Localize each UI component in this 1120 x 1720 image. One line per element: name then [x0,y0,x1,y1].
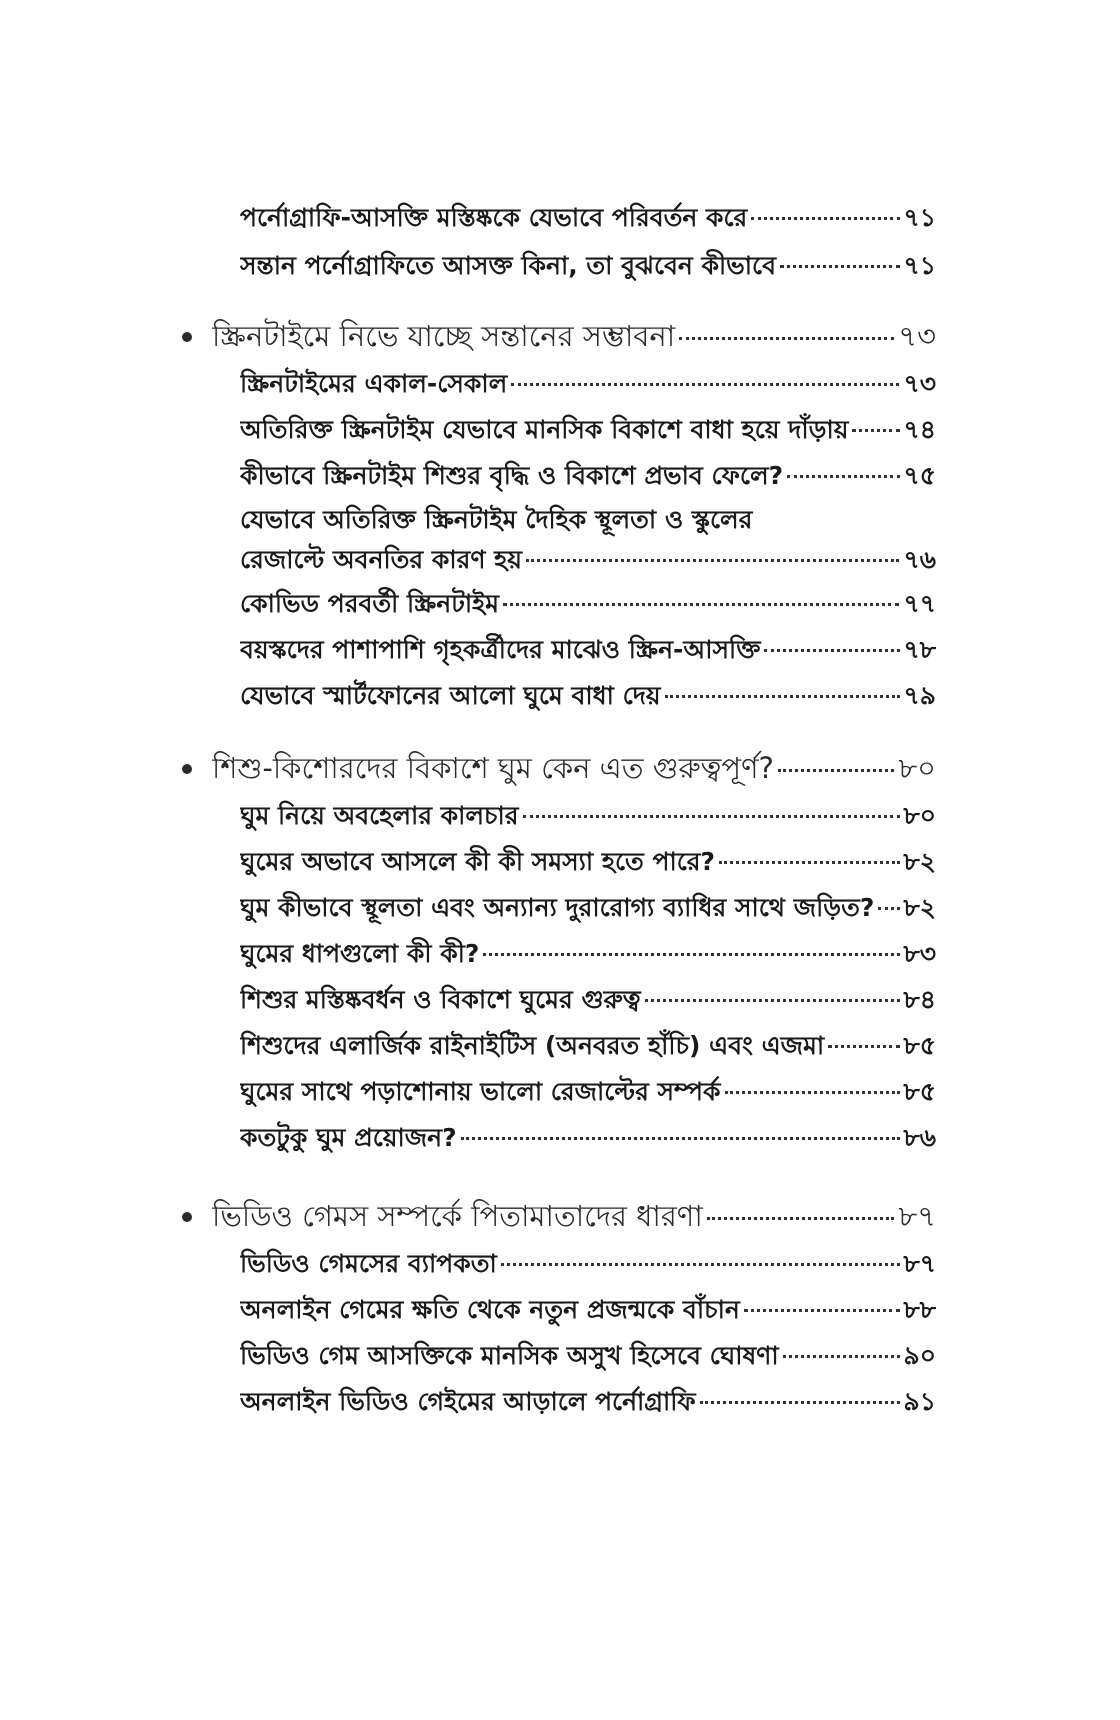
toc-page-number: ৮৫ [903,1031,936,1060]
toc-page-number: ৭৫ [903,461,936,490]
toc-entry [240,584,936,627]
toc-entry [240,1382,936,1425]
toc-entry-title: শিশুর মস্তিষ্কবর্ধন ও বিকাশে ঘুমের গুরুত্ব [240,985,641,1014]
toc-page-number: ৮৩ [903,939,936,968]
toc-entry-title: রেজাল্টে অবনতির কারণ হয় [240,545,523,574]
toc-entry [240,1290,936,1333]
toc-page-number: ৮৬ [903,1123,936,1152]
toc-entry [240,540,936,583]
toc-section-heading [212,746,936,795]
leader-dots [483,953,899,956]
toc-page-number: ৮২ [903,893,936,922]
toc-entry-title: স্ক্রিনটাইমের একাল-সেকাল [240,369,508,398]
leader-dots [461,1137,900,1140]
toc-entry [240,630,936,673]
leader-dots [645,999,900,1002]
toc-entry [240,364,936,407]
toc-section-title: স্ক্রিনটাইমে নিভে যাচ্ছে সন্তানের সম্ভাবনা [212,319,676,353]
leader-dots [764,649,899,652]
toc-entry-title: বয়স্কদের পাশাপাশি গৃহকর্ত্রীদের মাঝেও স্ক্রিন-আসক্তি [240,635,761,664]
toc-entry [240,676,936,719]
toc-entry-title: অনলাইন গেমের ক্ষতি থেকে নতুন প্রজন্মকে বাঁচান [240,1295,740,1324]
toc-section-heading [212,1194,936,1243]
toc-entry-title-line1: যেভাবে অতিরিক্ত স্ক্রিনটাইম দৈহিক স্থূলতা ও স্কুলের [240,505,753,534]
toc-entry [240,796,936,839]
leader-dots [501,1263,900,1266]
leader-dots [719,861,899,864]
leader-dots [511,383,899,386]
leader-dots [679,337,894,340]
toc-page-number: ৮৮ [903,1295,936,1324]
toc-entry [240,456,936,499]
toc-entry-title: অতিরিক্ত স্ক্রিনটাইম যেভাবে মানসিক বিকাশে বাধা হয়ে দাঁড়ায় [240,415,849,444]
leader-dots [665,695,900,698]
toc-entry [240,198,936,241]
section-bullet [182,1212,192,1222]
toc-entry-title: সন্তান পর্নোগ্রাফিতে আসক্ত কিনা, তা বুঝবেন কীভাবে [240,251,777,280]
toc-entry [240,1336,936,1379]
toc-page-number: ৭৭ [903,589,936,618]
leader-dots [526,559,899,562]
leader-dots [787,475,899,478]
toc-page-number: ৮০ [903,801,936,830]
toc-page-number: ৮০ [898,751,936,785]
toc-page-number: ৭৬ [903,545,936,574]
toc-page-number: ৯০ [903,1341,936,1370]
toc-entry-title: যেভাবে স্মার্টফোনের আলো ঘুমে বাধা দেয় [240,681,661,710]
toc-entry [240,980,936,1023]
toc-entry-title: কতটুকু ঘুম প্রয়োজন? [240,1123,457,1152]
toc-entry [240,1244,936,1287]
leader-dots [725,1091,900,1094]
toc-entry [240,888,936,931]
toc-section-title: শিশু-কিশোরদের বিকাশে ঘুম কেন এত গুরুত্বপূর্ণ? [212,751,774,785]
leader-dots [700,1401,900,1404]
toc-entry-title: কীভাবে স্ক্রিনটাইম শিশুর বৃদ্ধি ও বিকাশে প্রভাব ফেলে? [240,461,784,490]
toc-page-number: ৮৪ [903,985,936,1014]
toc-entry-title: শিশুদের এলার্জিক রাইনাইটিস (অনবরত হাঁচি) এবং এজমা [240,1031,825,1060]
toc-entry-title: ঘুমের সাথে পড়াশোনায় ভালো রেজাল্টের সম্পর্ক [240,1077,721,1106]
leader-dots [744,1309,900,1312]
leader-dots [783,1355,900,1358]
toc-page-number: ৭১ [903,203,936,232]
toc-page-number: ৮২ [903,847,936,876]
toc-page-number: ৮৭ [903,1249,936,1278]
leader-dots [778,769,894,772]
toc-entry-title: ভিডিও গেম আসক্তিকে মানসিক অসুখ হিসেবে ঘোষণা [240,1341,779,1370]
leader-dots [780,265,900,268]
leader-dots [852,429,899,432]
toc-entry [240,410,936,453]
toc-page-number: ৭১ [903,251,936,280]
toc-page-number: ৮৫ [903,1077,936,1106]
toc-entry-title: কোভিড পরবর্তী স্ক্রিনটাইম [240,589,499,618]
toc-entry-title: পর্নোগ্রাফি-আসক্তি মস্তিষ্ককে যেভাবে পরিবর্তন করে [240,203,748,232]
toc-entry [240,842,936,885]
section-bullet [182,332,192,342]
toc-section-heading [212,314,936,363]
leader-dots [878,907,899,910]
toc-page-number: ৯১ [903,1387,936,1416]
toc-entry-title: ঘুম কীভাবে স্থূলতা এবং অন্যান্য দুরারোগ্য ব্যাধির সাথে জড়িত? [240,893,875,922]
toc-entry [240,1072,936,1115]
toc-entry-title: অনলাইন ভিডিও গেইমের আড়ালে পর্নোগ্রাফি [240,1387,696,1416]
toc-page-number: ৭৪ [903,415,936,444]
section-bullet [182,764,192,774]
toc-entry-title: ঘুমের অভাবে আসলে কী কী সমস্যা হতে পারে? [240,847,716,876]
leader-dots [523,815,900,818]
leader-dots [503,603,899,606]
leader-dots [828,1045,899,1048]
leader-dots [707,1217,895,1220]
toc-page-number: ৭৮ [903,635,936,664]
toc-entry [240,246,936,289]
toc-entry-title: ভিডিও গেমসের ব্যাপকতা [240,1249,497,1278]
toc-entry [240,1118,936,1161]
toc-section-title: ভিডিও গেমস সম্পর্কে পিতামাতাদের ধারণা [212,1199,703,1233]
toc-page-number: ৭৩ [898,319,936,353]
toc-entry-title: ঘুমের ধাপগুলো কী কী? [240,939,480,968]
leader-dots [751,217,899,220]
toc-page-number: ৮৭ [898,1199,936,1233]
toc-entry [240,934,936,977]
toc-page-number: ৭৯ [903,681,936,710]
toc-page-number: ৭৩ [903,369,936,398]
toc-entry [240,1026,936,1069]
toc-entry-title: ঘুম নিয়ে অবহেলার কালচার [240,801,519,830]
